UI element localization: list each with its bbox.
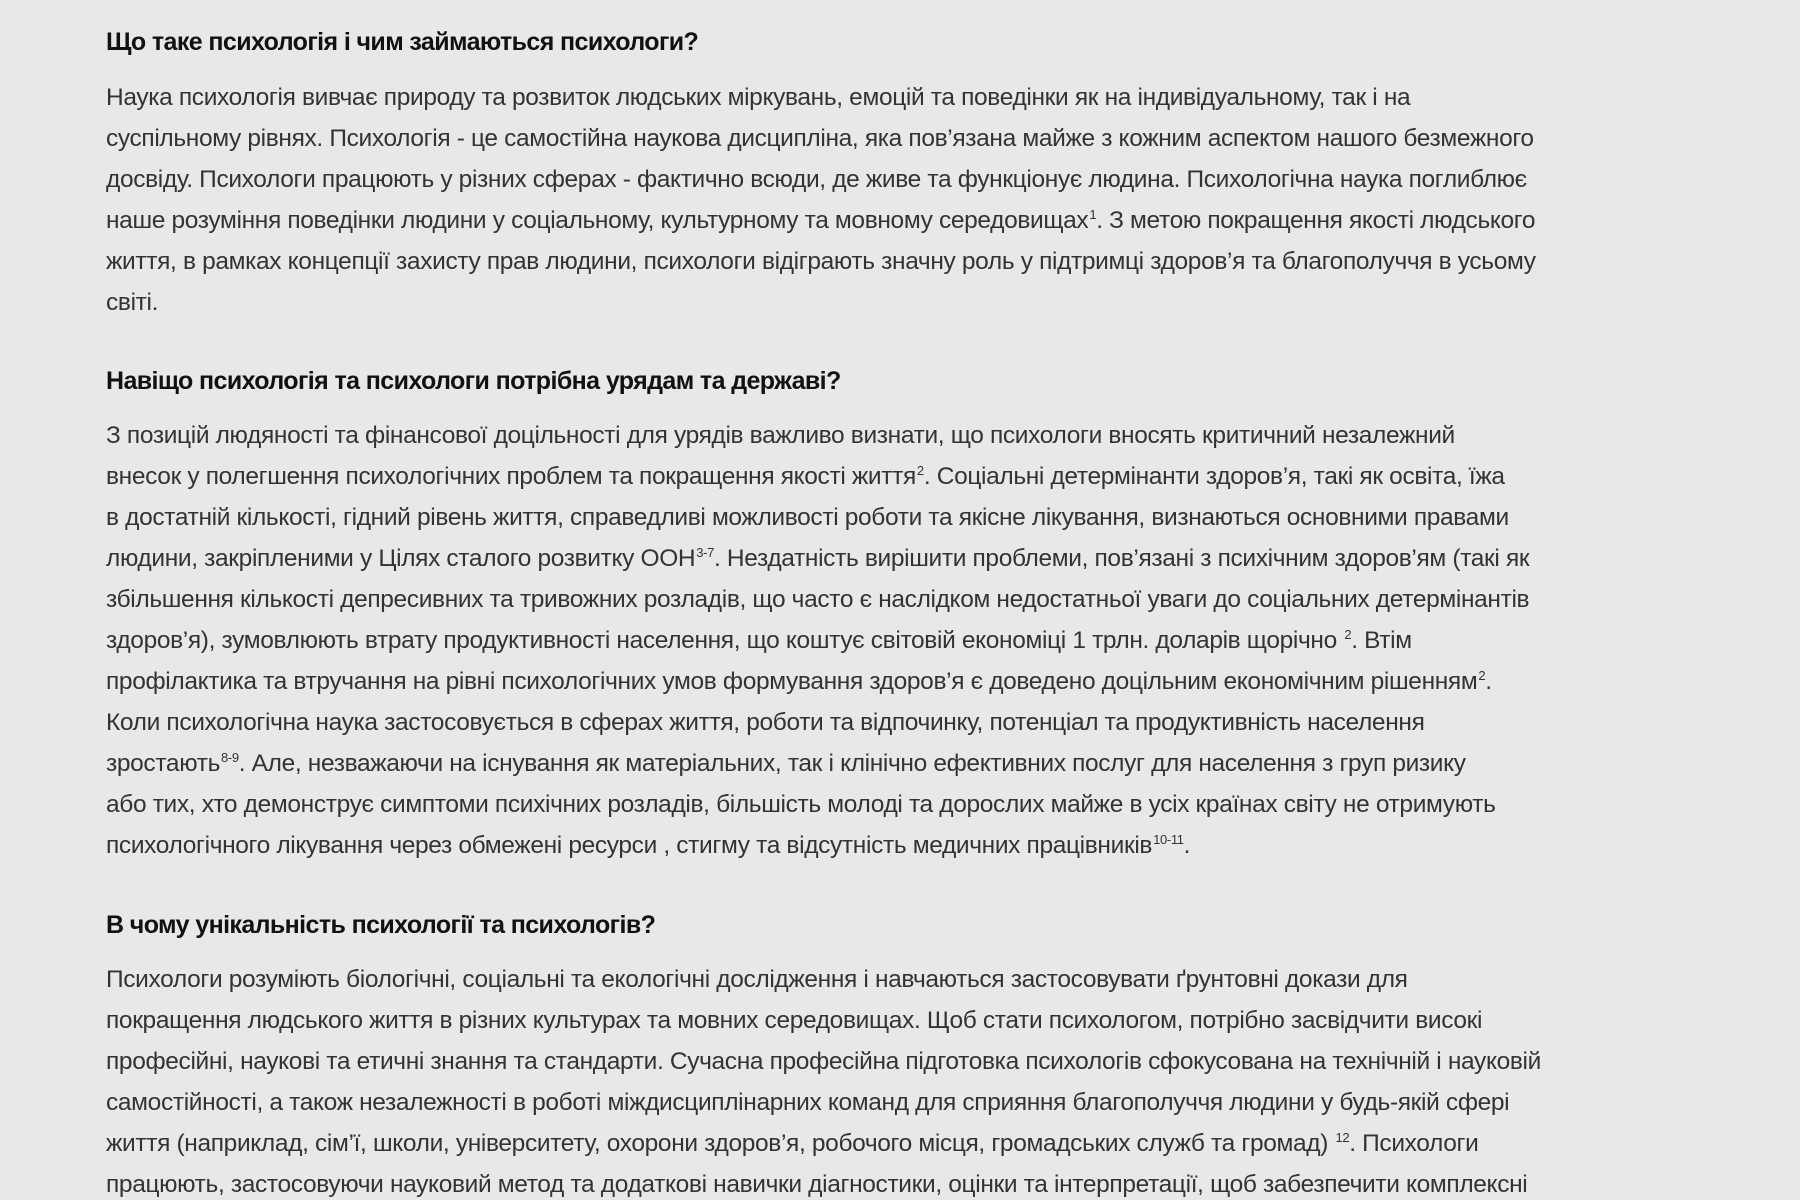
footnote-ref: 1 (1089, 207, 1097, 222)
section-what-is-psychology (106, 27, 1706, 323)
line-text: . Втім (1351, 627, 1412, 654)
text-line (106, 538, 1706, 579)
footnote-ref: 10-11 (1153, 832, 1184, 847)
line-text: життя (наприклад, сім’ї, школи, університету, охорони здоров’я, робочого місця, громадських служб та громад) (106, 1130, 1335, 1157)
footnote-ref: 2 (916, 463, 924, 478)
text-line (106, 959, 1706, 1000)
line-text: психологічного лікування через обмежені ресурси , стигму та відсутність медичних працівників (106, 832, 1153, 859)
footnote-ref: 3-7 (696, 545, 715, 560)
line-text: життя, в рамках концепції захисту прав людини, психологи відіграють значну роль у підтримці здоров’я та благополуччя в усьому (106, 248, 1536, 275)
text-line (106, 1041, 1706, 1082)
text-line (106, 1000, 1706, 1041)
text-line (106, 1082, 1706, 1123)
text-line (106, 1164, 1706, 1200)
text-line (106, 241, 1706, 282)
line-text: в достатній кількості, гідний рівень життя, справедливі можливості роботи та якісне лікування, визнаються основними правами (106, 504, 1509, 531)
text-line (106, 620, 1706, 661)
text-line (106, 159, 1706, 200)
footnote-ref: 2 (1344, 627, 1352, 642)
text-line (106, 497, 1706, 538)
line-text: покращення людського життя в різних культурах та мовних середовищах. Щоб стати психологом, потрібно засвідчити високі (106, 1007, 1483, 1034)
section-paragraph (106, 415, 1706, 866)
footnote-ref: 8-9 (220, 750, 239, 765)
line-text: працюють, застосовуючи науковий метод та додаткові навички діагностики, оцінки та інтерпретації, щоб забезпечити комплексні (106, 1171, 1528, 1198)
line-text: світі. (106, 289, 159, 316)
section-paragraph (106, 959, 1706, 1200)
footnote-ref: 2 (1478, 668, 1486, 683)
text-line (106, 579, 1706, 620)
line-text: Наука психологія вивчає природу та розвиток людських міркувань, емоцій та поведінки як на індивідуальному, так і на (106, 84, 1411, 111)
line-text: . (1183, 832, 1191, 859)
section-uniqueness-of-psychology (106, 910, 1706, 1200)
text-line (106, 661, 1706, 702)
line-text: професійні, наукові та етичні знання та стандарти. Сучасна професійна підготовка психологів сфокусована на технічній і науковій (106, 1048, 1541, 1075)
line-text: досвіду. Психологи працюють у різних сферах - фактично всюди, де живе та функціонує людина. Психологічна наука поглиблює (106, 166, 1527, 193)
text-line (106, 415, 1706, 456)
text-line (106, 200, 1706, 241)
line-text: зростають (106, 750, 220, 777)
line-text: Коли психологічна наука застосовується в сферах життя, роботи та відпочинку, потенціал та продуктивність населення (106, 709, 1425, 736)
section-why-governments-need-psychology (106, 366, 1706, 866)
section-heading: В чому унікальність психології та психологів? (106, 911, 656, 939)
section-heading: Навіщо психологія та психологи потрібна урядам та державі? (106, 367, 841, 395)
line-text: здоров’я), зумовлюють втрату продуктивності населення, що коштує світовій економіці 1 трлн. доларів щорічно (106, 627, 1344, 654)
line-text: . Але, незважаючи на існування як матеріальних, так і клінічно ефективних послуг для населення з груп ризику (238, 750, 1466, 777)
footnote-ref: 12 (1335, 1130, 1350, 1145)
text-line (106, 456, 1706, 497)
text-line (106, 702, 1706, 743)
section-paragraph (106, 77, 1706, 323)
text-line (106, 118, 1706, 159)
line-text: Психологи розуміють біологічні, соціальні та екологічні дослідження і навчаються застосовувати ґрунтовні докази для (106, 966, 1408, 993)
line-text: . Психологи (1349, 1130, 1479, 1157)
line-text: . Нездатність вирішити проблеми, пов’язані з психічним здоров’ям (такі як (714, 545, 1530, 572)
line-text: З позицій людяності та фінансової доцільності для урядів важливо визнати, що психологи вносять критичний незалежний (106, 422, 1455, 449)
text-line (106, 743, 1706, 784)
text-line (106, 825, 1706, 866)
line-text: профілактика та втручання на рівні психологічних умов формування здоров’я є доведено доцільним економічним рішенням (106, 668, 1478, 695)
line-text: . Соціальні детермінанти здоров’я, такі як освіта, їжа (923, 463, 1505, 490)
text-line (106, 282, 1706, 323)
text-line (106, 1123, 1706, 1164)
line-text: . (1485, 668, 1492, 695)
line-text: людини, закріпленими у Цілях сталого розвитку ООН (106, 545, 696, 572)
line-text: суспільному рівнях. Психологія - це самостійна наукова дисципліна, яка пов’язана майже з кожним аспектом нашого безмежного (106, 125, 1534, 152)
line-text: внесок у полегшення психологічних проблем та покращення якості життя (106, 463, 916, 490)
line-text: наше розуміння поведінки людини у соціальному, культурному та мовному середовищах (106, 207, 1089, 234)
line-text: або тих, хто демонструє симптоми психічних розладів, більшість молоді та дорослих майже в усіх країнах світу не отримують (106, 791, 1496, 818)
text-line (106, 784, 1706, 825)
line-text: . З метою покращення якості людського (1096, 207, 1536, 234)
line-text: збільшення кількості депресивних та тривожних розладів, що часто є наслідком недостатньої уваги до соціальних детермінантів (106, 586, 1530, 613)
text-line (106, 77, 1706, 118)
line-text: самостійності, а також незалежності в роботі міждисциплінарних команд для сприяння благополуччя людини у будь-якій сфері (106, 1089, 1510, 1116)
section-heading: Що таке психологія і чим займаються психологи? (106, 28, 699, 56)
